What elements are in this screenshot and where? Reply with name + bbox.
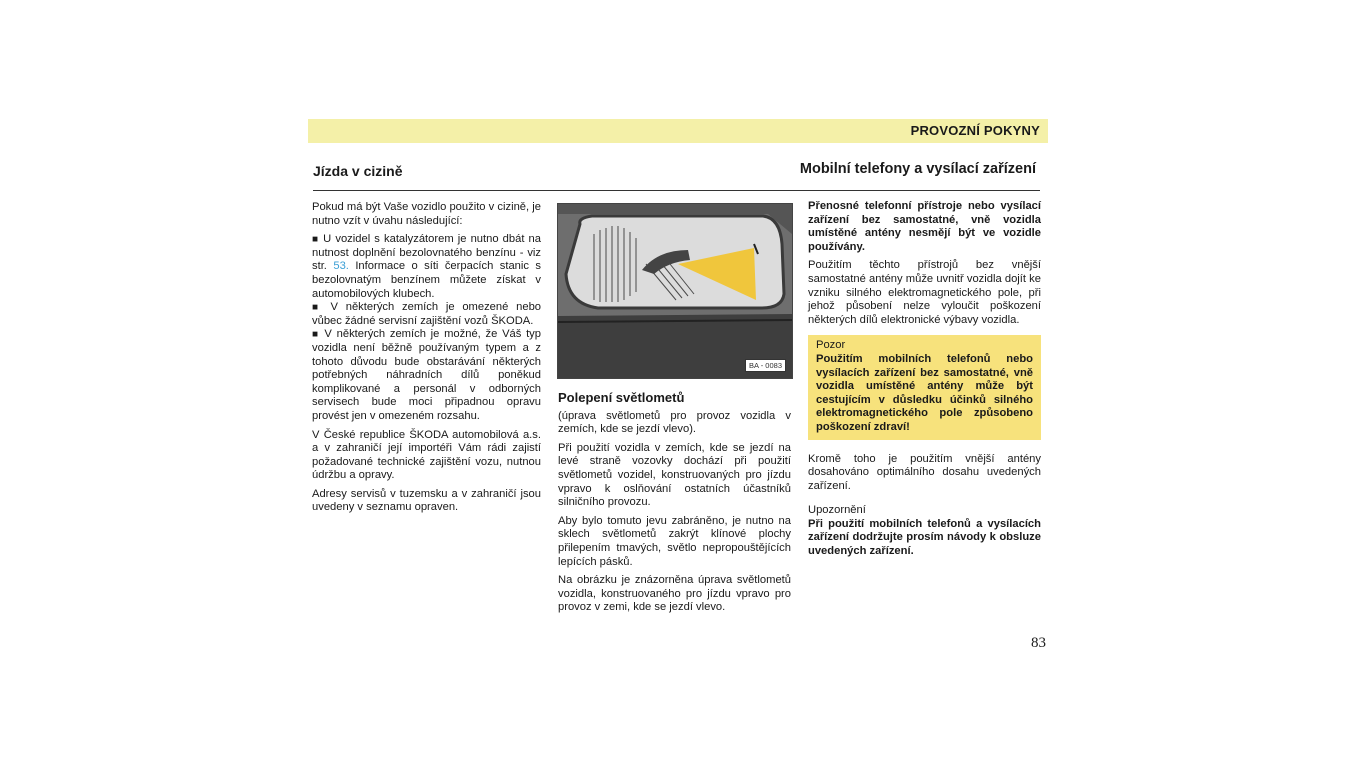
bullet-catalyst-text-end: Informace o síti čerpacích stanic s bezolovnatým benzínem můžete získat v automobilových klubech. <box>312 260 541 300</box>
note-text: Při použití mobilních telefonů a vysílacích zařízení dodržujte prosím návody k obsluze uvedených zařízení. <box>808 517 1041 558</box>
page-title-right: Mobilní telefony a vysílací zařízení <box>799 161 1036 177</box>
caution-box <box>808 335 1041 439</box>
bullet-parts <box>312 328 541 423</box>
bullet-service <box>312 301 541 328</box>
addresses-paragraph: Adresy servisů v tuzemsku a v zahraničí jsou uvedeny v seznamu opraven. <box>312 487 541 514</box>
caution-text: Použitím mobilních telefonů nebo vysílacích zařízení bez samostatné, vně vozidla umístěné antény může být cestujícím v důsledku účinků silného elektromagnetického pole způsobeno poškození zdraví! <box>816 352 1033 433</box>
caution-title: Pozor <box>816 339 846 352</box>
phones-paragraph-1: Použitím těchto přístrojů bez vnější samostatné antény může uvnitř vozidla dojít ke vzniku silného elektromagnetického pole, při jehož působení nelze vyloučit poškození některých dílů elektronické výbavy vozidla. <box>808 259 1041 326</box>
bullet-square-icon: ■ <box>312 329 320 341</box>
figure-tag: BA - 0083 <box>745 359 786 372</box>
title-divider <box>313 190 1040 191</box>
headlights-heading: Polepení světlometů <box>558 390 685 405</box>
column-foreign-travel <box>312 201 541 520</box>
note-title: Upozornění <box>808 504 866 517</box>
bullet-square-icon: ■ <box>312 302 323 314</box>
bullet-square-icon: ■ <box>312 234 320 246</box>
phones-warning-bold: Přenosné telefonní přístroje nebo vysílací zařízení bez samostatné, vně vozidla umístěné antény nesmějí být ve vozidle používány. <box>808 200 1041 253</box>
page-link-53[interactable]: 53. <box>333 260 349 273</box>
headlight-illustration <box>558 204 792 378</box>
skoda-paragraph: V České republice ŠKODA automobilová a.s. a v zahraničí její importéři Vám rádi zajistí požadované technické zajištění vozu, nutnou údržbu a opravy. <box>312 428 541 482</box>
phones-paragraph-2: Kromě toho je použitím vnější antény dosahováno optimálního dosahu uvedených zařízení. <box>808 452 1041 492</box>
column-headlights <box>558 391 791 620</box>
page-number: 83 <box>1031 635 1046 651</box>
headlights-subtitle: (úprava světlometů pro provoz vozidla v zemích, kde se jezdí vlevo). <box>558 409 791 436</box>
section-header-bar <box>308 119 1048 143</box>
headlights-paragraph-1: Při použití vozidla v zemích, kde se jezdí na levé straně vozovky dochází při použití světlometů vozidel, konstruovaných pro jízdu vpravo k oslňování ostatních účastníků silničního provozu. <box>558 441 791 509</box>
headlights-paragraph-2: Aby bylo tomuto jevu zabráněno, je nutno na sklech světlometů zakrýt klínové plochy přilepením tmavých, světlo nepropouštějících lepících pásků. <box>558 514 791 568</box>
bullet-catalyst <box>312 233 541 301</box>
column-mobile-phones <box>808 200 1041 564</box>
bullet-service-text: V některých zemích je omezené nebo vůbec žádné servisní zajištění vozů ŠKODA. <box>312 301 542 327</box>
bullet-catalyst-text: U vozidel s katalyzátorem je nutno dbát na nutnost doplnění bezolovnatého benzínu - viz str. <box>312 233 541 273</box>
headlight-figure <box>557 203 793 379</box>
page-title-left: Jízda v cizině <box>313 163 403 179</box>
intro-paragraph: Pokud má být Vaše vozidlo použito v cizině, je nutno vzít v úvahu následující: <box>312 201 541 227</box>
bullet-parts-text: V některých zemích je možné, že Váš typ vozidla není běžně používaným typem a z tohoto důvodu bude obstarávání některých potřebných náhradních dílů poněkud komplikované a personál v odborných servisech bude moci připadnou opravu provést jen v omezeném rozsahu. <box>312 328 542 422</box>
headlights-paragraph-3: Na obrázku je znázorněna úprava světlometů vozidla, konstruovaného pro jízdu vpravo pro provoz v zemi, kde se jezdí vlevo. <box>558 574 791 614</box>
section-title: PROVOZNÍ POKYNY <box>910 123 1040 138</box>
